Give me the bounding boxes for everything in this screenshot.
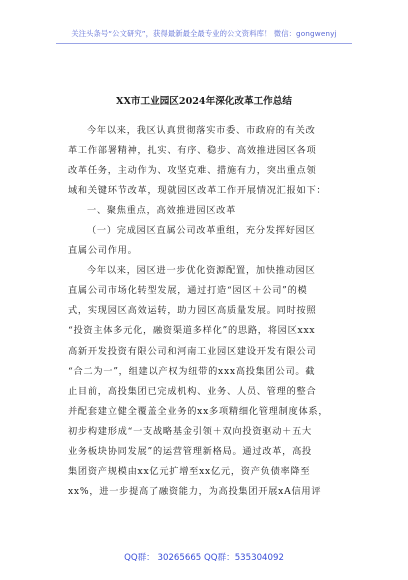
document-title: XX市工业园区2024年深化改革工作总结 xyxy=(116,96,292,107)
body-line: 域和关键环节改革，现就园区改革工作开展情况汇报如下： xyxy=(68,185,327,197)
body-line: 初步构建形成“一支战略基金引领＋双向投资驱动＋五大 xyxy=(68,425,312,437)
body-line: xx%，进一步提高了融资能力，为高投集团开展xA信用评 xyxy=(68,485,322,497)
document-body xyxy=(68,121,354,502)
footer-qq-groups: QQ群： 30265665 QQ群：535304092 xyxy=(124,553,284,563)
body-line: 业务板块协同发展”的运营管理新格局。通过改革，高投 xyxy=(68,445,312,457)
body-line: 今年以来，园区进一步优化资源配置，加快推动园区 xyxy=(87,265,316,277)
body-line: 式，实现园区高效运转，助力园区高质量发展。同时按照 xyxy=(68,305,317,317)
body-line: 止目前，高投集团已完成机构、业务、人员、管理的整合 xyxy=(68,385,317,397)
body-line: 并配套建立健全覆盖全业务的xx多项精细化管理制度体系， xyxy=(68,405,329,417)
body-line: 改革任务，主动作为、攻坚克难、措施有力，突出重点领 xyxy=(68,165,317,177)
section-heading: 一、聚焦重点，高效推进园区改革 xyxy=(87,205,237,217)
body-line: “投资主体多元化，融资渠道多样化”的思路，将园区xxx xyxy=(68,325,316,337)
body-line: 今年以来，我区认真贯彻落实市委、市政府的有关改 xyxy=(87,125,316,136)
body-line: 直属公司作用。 xyxy=(68,245,138,257)
body-line: “合二为一”，组建以产权为纽带的xxx高投集团公司。截 xyxy=(68,365,316,377)
body-line: 直属公司市场化转型发展，通过打造“园区＋公司”的模 xyxy=(68,285,308,297)
body-line: 集团资产规模由xx亿元扩增至xx亿元，资产负债率降至 xyxy=(68,465,311,477)
body-line: 高新开发投资有限公司和河南工业园区建设开发有限公司 xyxy=(68,345,317,357)
body-line: 革工作部署精神，扎实、有序、稳步、高效推进园区各项 xyxy=(68,145,317,157)
header-note: 关注头条号“公文研究”，获得最新最全最专业的公文资料库！ 微信：gongwenyj xyxy=(71,29,337,38)
subsection-heading: （一）完成园区直属公司改革重组，充分发挥好园区 xyxy=(87,225,316,237)
header-divider xyxy=(56,43,352,44)
